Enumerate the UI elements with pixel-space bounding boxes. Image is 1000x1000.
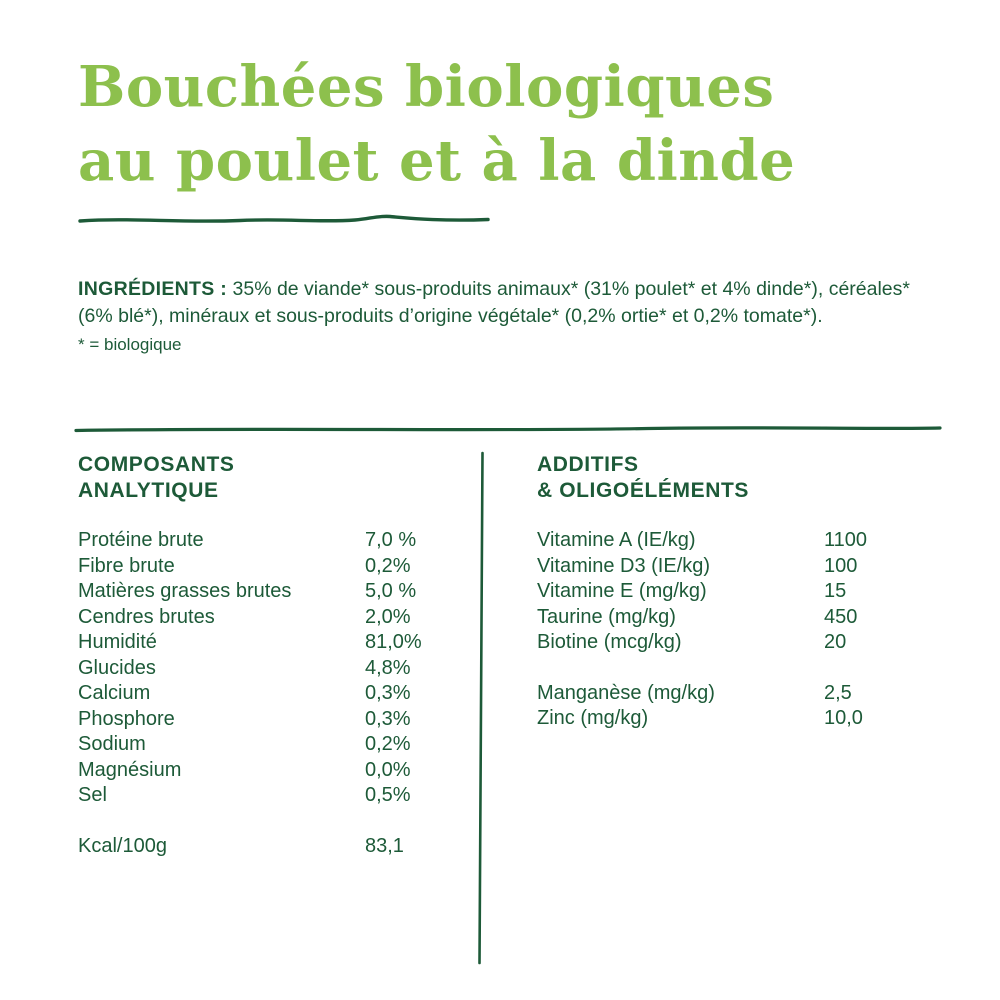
row-spacer <box>537 656 937 681</box>
row-label: Biotine (mcg/kg) <box>537 631 682 653</box>
analytical-table <box>78 528 474 859</box>
page-title <box>78 50 795 198</box>
ingredients-paragraph <box>78 276 930 357</box>
energy-row <box>78 834 474 860</box>
row-value: 4,8% <box>365 656 411 679</box>
row-label: Protéine brute <box>78 529 204 551</box>
row-value: 100 <box>824 554 858 577</box>
table-row <box>78 579 474 605</box>
row-label: Phosphore <box>78 707 175 730</box>
row-label: Vitamine D3 (IE/kg) <box>537 554 711 577</box>
row-value: 2,0% <box>365 605 411 628</box>
row-value: 2,5 <box>824 681 852 704</box>
analytical-heading-line2: ANALYTIQUE <box>78 479 219 502</box>
row-value: 5,0 % <box>365 580 417 602</box>
row-label: Fibre brute <box>78 554 175 577</box>
additives-table <box>537 528 937 732</box>
table-row <box>78 732 474 758</box>
table-row <box>537 706 937 732</box>
row-value: 7,0 % <box>365 529 417 551</box>
vertical-divider <box>472 448 488 968</box>
row-value: 20 <box>824 631 847 653</box>
row-value: 0,2% <box>365 733 411 755</box>
row-value: 450 <box>824 605 858 628</box>
row-value: 0,3% <box>365 682 411 704</box>
row-label: Sodium <box>78 733 146 755</box>
row-value: 15 <box>824 580 847 602</box>
horizontal-divider <box>68 420 948 436</box>
analytical-components-heading <box>78 452 474 504</box>
row-value: 0,5% <box>365 784 411 806</box>
table-row <box>537 605 937 631</box>
table-row <box>537 579 937 605</box>
row-label: Cendres brutes <box>78 605 215 628</box>
row-value: 81,0% <box>365 631 422 653</box>
row-label: Vitamine A (IE/kg) <box>537 529 696 551</box>
table-row <box>537 681 937 707</box>
page-title-line2: au poulet et à la dinde <box>78 128 796 194</box>
row-label: Kcal/100g <box>78 834 167 857</box>
row-value: 0,2% <box>365 554 411 577</box>
table-row <box>78 681 474 707</box>
row-label: Zinc (mg/kg) <box>537 707 649 729</box>
row-label: Sel <box>78 784 107 806</box>
table-row <box>78 656 474 682</box>
ingredients-label: INGRÉDIENTS : <box>78 278 228 300</box>
row-label: Calcium <box>78 682 151 704</box>
table-row <box>78 528 474 554</box>
additives-section <box>537 452 937 732</box>
organic-footnote: * = biologique <box>78 335 182 354</box>
row-label: Vitamine E (mg/kg) <box>537 580 707 602</box>
row-value: 1100 <box>824 529 868 551</box>
row-label: Matières grasses brutes <box>78 580 292 602</box>
title-underline-wave <box>70 204 498 230</box>
table-row <box>78 758 474 784</box>
additives-heading <box>537 452 937 504</box>
row-label: Manganèse (mg/kg) <box>537 681 715 704</box>
row-label: Humidité <box>78 631 157 653</box>
analytical-components-section <box>78 452 474 859</box>
page-title-line1: Bouchées biologiques <box>78 54 775 120</box>
table-row <box>537 554 937 580</box>
table-row <box>537 630 937 656</box>
row-label: Taurine (mg/kg) <box>537 605 676 628</box>
table-row <box>537 528 937 554</box>
ingredients-text: 35% de viande* sous-produits animaux* (31% poulet* et 4% dinde*), céréales* (6% blé*), minéraux et sous-produits d’origine végétale* (0,2% ortie* et 0,2% tomate*). <box>78 278 910 327</box>
table-row <box>78 554 474 580</box>
table-row <box>78 707 474 733</box>
row-value: 0,0% <box>365 758 411 781</box>
row-value: 0,3% <box>365 707 411 730</box>
table-row <box>78 605 474 631</box>
row-value: 10,0 <box>824 707 863 729</box>
additives-heading-line2: & OLIGOÉLÉMENTS <box>537 479 750 502</box>
row-label: Glucides <box>78 656 156 679</box>
additives-heading-line1: ADDITIFS <box>537 453 639 476</box>
row-label: Magnésium <box>78 758 182 781</box>
table-row <box>78 783 474 809</box>
table-row <box>78 630 474 656</box>
row-spacer <box>78 809 474 834</box>
analytical-heading-line1: COMPOSANTS <box>78 453 235 476</box>
row-value: 83,1 <box>365 834 404 857</box>
